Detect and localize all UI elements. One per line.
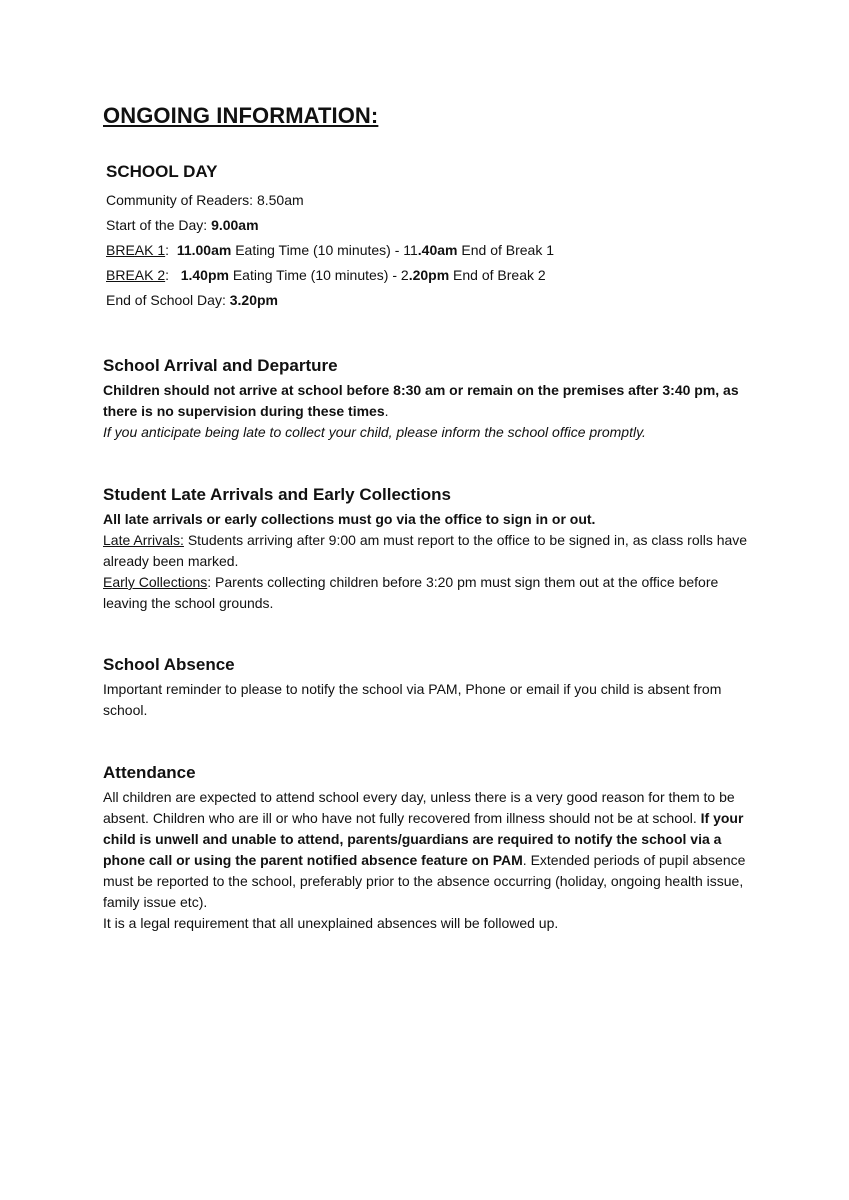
- break1-mid: Eating Time (10 minutes) - 11: [231, 242, 418, 258]
- readers-label: Community of Readers:: [106, 192, 257, 208]
- absence-heading: School Absence: [103, 655, 235, 674]
- absence-section: [103, 655, 753, 721]
- start-time: 9.00am: [211, 217, 259, 233]
- break2-mid: Eating Time (10 minutes) - 2: [228, 267, 409, 283]
- break1-colon: :: [165, 242, 177, 258]
- page-title: ONGOING INFORMATION:: [103, 103, 379, 128]
- arrival-note: If you anticipate being late to collect your child, please inform the school office promptly.: [103, 424, 646, 440]
- attendance-legal-note: It is a legal requirement that all unexplained absences will be followed up.: [103, 915, 559, 931]
- attendance-paragraph: [103, 787, 753, 913]
- school-day-section: [106, 162, 756, 313]
- absence-text: Important reminder to please to notify the school via PAM, Phone or email if you child is absent from school.: [103, 681, 722, 718]
- break1-line: [106, 238, 756, 263]
- late-arrivals-text: Students arriving after 9:00 am must report to the office to be signed in, as class rolls have already been marked.: [103, 532, 748, 569]
- late-section: [103, 485, 753, 614]
- break2-start: 1.40pm: [180, 267, 229, 283]
- late-heading: Student Late Arrivals and Early Collections: [103, 485, 451, 504]
- break1-start: 11.00am: [176, 242, 232, 258]
- end-time: 3.20pm: [229, 292, 278, 308]
- start-line: [106, 213, 756, 238]
- break2-end: .20pm: [408, 267, 450, 283]
- arrival-period: .: [384, 403, 389, 419]
- break1-end: .40am: [417, 242, 458, 258]
- early-collections-text: : Parents collecting children before 3:20 pm must sign them out at the office before leaving the school grounds.: [103, 574, 719, 611]
- break2-colon: :: [165, 267, 181, 283]
- break1-tail: End of Break 1: [457, 242, 555, 258]
- break2-label: BREAK 2: [106, 267, 166, 283]
- attendance-text-2: . Extended periods of pupil absence must be reported to the school, preferably prior to the absence occurring (holiday, ongoing health issue, family issue etc).: [103, 852, 746, 910]
- attendance-bold-text: If your child is unwell and unable to attend, parents/guardians are required to notify the school via a phone call or using the parent notified absence feature on PAM: [103, 810, 744, 868]
- arrival-heading: School Arrival and Departure: [103, 356, 338, 375]
- late-rule: All late arrivals or early collections must go via the office to sign in or out.: [103, 511, 596, 527]
- attendance-text-1: All children are expected to attend school every day, unless there is a very good reason for them to be absent. Children who are ill or who have not fully recovered from illness should not be at school.: [103, 789, 735, 826]
- school-day-heading: SCHOOL DAY: [106, 162, 218, 181]
- end-line: [106, 288, 756, 313]
- readers-time: 8.50am: [256, 192, 304, 208]
- attendance-section: [103, 763, 753, 934]
- start-label: Start of the Day:: [106, 217, 212, 233]
- early-collections-label: Early Collections: [103, 574, 208, 590]
- late-arrivals-paragraph: [103, 530, 753, 572]
- end-label: End of School Day:: [106, 292, 230, 308]
- break2-line: [106, 263, 756, 288]
- early-collections-paragraph: [103, 572, 753, 614]
- break1-label: BREAK 1: [106, 242, 166, 258]
- break2-tail: End of Break 2: [449, 267, 546, 283]
- late-arrivals-label: Late Arrivals:: [103, 532, 184, 548]
- arrival-rule: [103, 380, 753, 422]
- attendance-heading: Attendance: [103, 763, 196, 782]
- arrival-section: [103, 356, 753, 443]
- arrival-bold-text: Children should not arrive at school before 8:30 am or remain on the premises after 3:40 pm, as there is no supervision during these times: [103, 382, 739, 419]
- readers-line: [106, 188, 756, 213]
